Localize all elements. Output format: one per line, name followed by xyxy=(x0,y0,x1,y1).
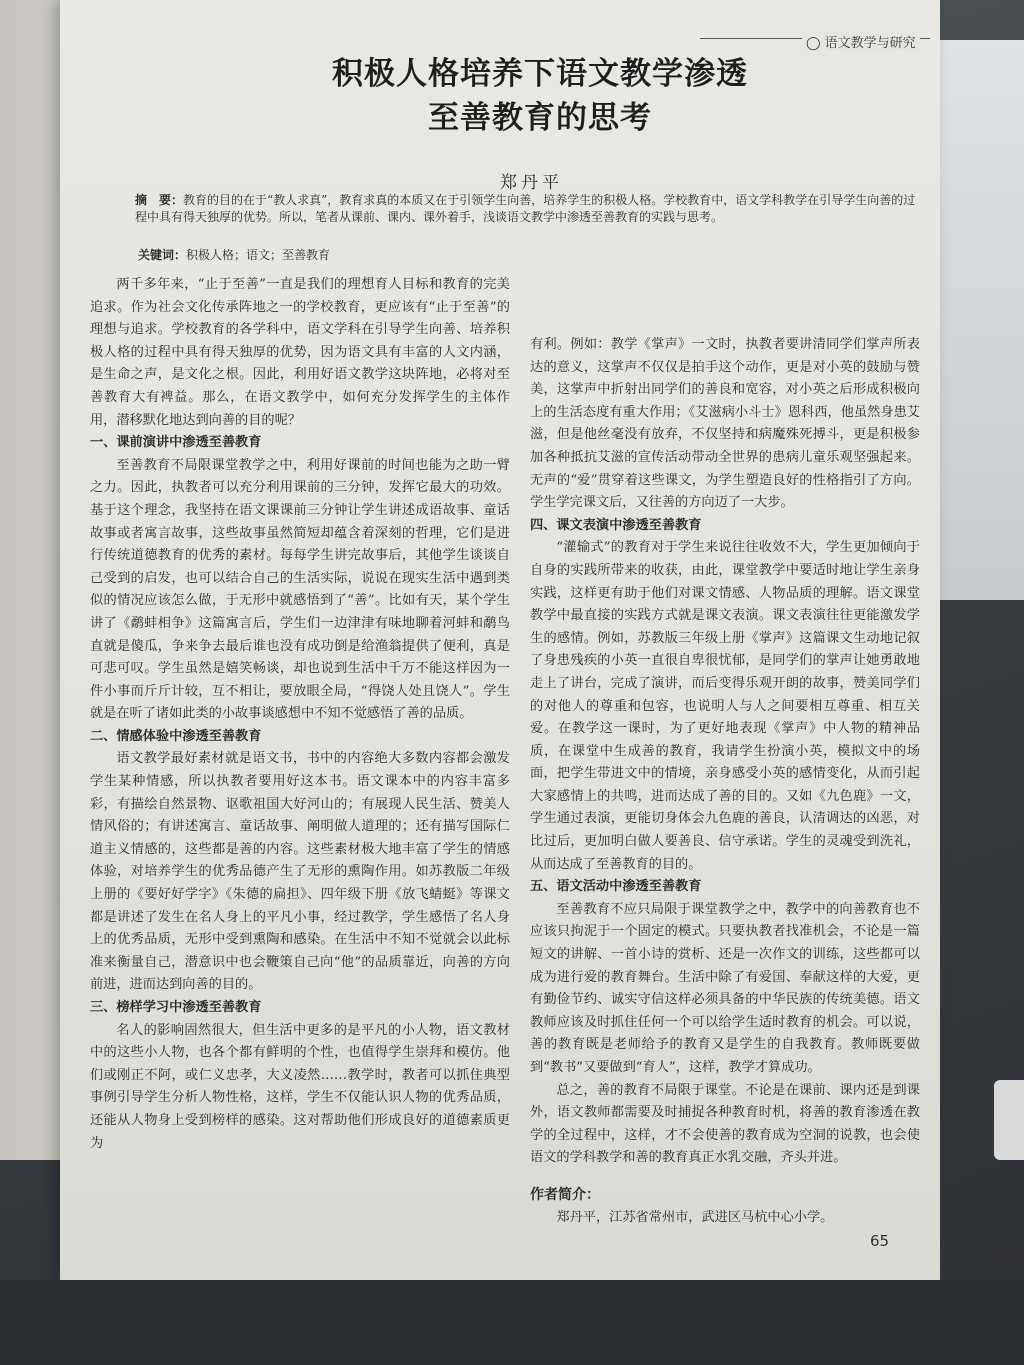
page-number: 65 xyxy=(870,1232,890,1250)
section-heading: 三、榜样学习中渗透至善教育 xyxy=(90,1000,262,1015)
title-line-1: 积极人格培养下语文教学渗透 xyxy=(332,56,748,92)
right-column xyxy=(530,334,920,1229)
author-bio-label: 作者简介： xyxy=(530,1186,600,1203)
section-heading: 二、情感体验中渗透至善教育 xyxy=(90,728,262,744)
left-column xyxy=(90,274,510,1155)
paragraph: 至善教育不应只局限于课堂教学之中，教学中的向善教育也不应该只拘泥于一个固定的模式。只要执教者找准机会，不论是一篇短文的讲解、一首小诗的赏析、还是一次作文的训练，这些都可以成为进行爱的教育舞台。生活中除了有爱国、奉献这样的大爱，更有勤俭节约、诚实守信这样必须具备的中华民族的传统美德。语文教师应该及时抓住任何一个可以给学生适时教育的机会。可以说，善的教育既是老师给予的教育又是学生的自我教育。教师既要做到“教书”又要做到“育人”，这样，教学才算成功。 xyxy=(530,901,920,1075)
keyboard-edge xyxy=(994,1080,1024,1160)
abstract-text: 教育的目的在于“教人求真”，教育求真的本质又在于引领学生向善，培养学生的积极人格。学校教育中，语文学科教学在引导学生向善的过程中具有得天独厚的优势。所以，笔者从课前、课内、课外着手，浅谈语文教学中渗透至善教育的实践与思考。 xyxy=(135,193,916,224)
abstract-label: 摘 要： xyxy=(135,193,184,207)
desk-bottom xyxy=(0,1280,1024,1365)
paragraph: 有利。例如：教学《掌声》一文时，执教者要讲清同学们掌声所表达的意义，这掌声不仅仅是拍手这个动作，更是对小英的鼓励与赞美，这掌声中折射出同学们的善良和宽容，对小英之后形成积极向上的生活态度有重大作用；《艾滋病小斗士》恩科西，他虽然身患艾滋，但是他丝毫没有放弃，不仅坚持和病魔殊死搏斗，更是积极参加各种抵抗艾滋的宣传活动带动全世界的患病儿童乐观坚强起来。无声的“爱”贯穿着这些课文，为学生塑造良好的性格指引了方向。学生学完课文后，又往善的方向迈了一大步。 xyxy=(530,337,920,511)
paragraph: “灌输式”的教育对于学生来说往往收效不大，学生更加倾向于自身的实践所带来的收获，由此，课堂教学中要适时地让学生亲身实践，这样更有助于他们对课文情感、人物品质的理解。语文课堂教学中最直接的实践方式就是课文表演。课文表演往往更能激发学生的感情。例如，苏教版三年级上册《掌声》这篇课文生动地记叙了身患残疾的小英一直很自卑很忧郁，是同学们的掌声让她勇敢地走上了讲台，完成了演讲，而后变得乐观开朗的故事，赞美同学们的对他人的尊重和包容，也说明人与人之间要相互尊重、相互关爱。在教学这一课时，为了更好地表现《掌声》中人物的精神品质，在课堂中生成善的教育，我请学生扮演小英，模拟文中的场面，把学生带进文中的情境，亲身感受小英的感情变化，从而引起大家感情上的共鸣，进而达成了善的目的。又如《九色鹿》一文，学生通过表演，更能切身体会九色鹿的善良，认清调达的凶恶，对比过后，更加明白做人要善良、信守承诺。学生的灵魂受到洗礼，从而达成了至善教育的目的。 xyxy=(530,540,920,872)
paragraph: 语文教学最好素材就是语文书，书中的内容绝大多数内容都会激发学生某种情感，所以执教者要用好这本书。语文课本中的内容丰富多彩，有描绘自然景物、讴歌祖国大好河山的；有展现人民生活、赞美人情风俗的；有讲述寓言、童话故事、阐明做人道理的；还有描写国际仁道主义情感的，这些都是善的内容。这些素材极大地丰富了学生的情感体验，对培养学生的优秀品德产生了无形的熏陶作用。如苏教版二年级上册的《要好好学字》《朱德的扁担》、四年级下册《放飞蜻蜓》等课文都是讲述了发生在名人身上的平凡小事，经过教学，学生感悟了名人身上的优秀品质，无形中受到熏陶和感染。在生活中不知不觉就会以此标准来衡量自己，潜意识中也会鞭策自己向“他”的品质靠近，向善的方向前进，进而达到向善的目的。 xyxy=(90,751,510,993)
keywords-label: 关键词： xyxy=(138,248,187,262)
keywords-text: 积极人格；语文；至善教育 xyxy=(186,248,331,262)
paragraph: 至善教育不局限课堂教学之中，利用好课前的时间也能为之助一臂之力。因此，执教者可以充分利用课前的三分钟，发挥它最大的功效。基于这个理念，我坚持在语文课课前三分钟让学生讲述成语故事、童话故事或者寓言故事，这些故事虽然简短却蕴含着深刻的哲理，它们是进行传统道德教育的优秀的素材。每每学生讲完故事后，其他学生谈谈自己受到的启发，也可以结合自己的生活实际，说说在现实生活中遇到类似的情况应该怎么做，于无形中就感悟到了“善”。比如有天，某个学生讲了《鹬蚌相争》这篇寓言后，学生们一边津津有味地聊着河蚌和鹬鸟直就是傻瓜，争来争去最后谁也没有成功倒是给渔翁提供了便利，真是可悲可叹。学生虽然是嬉笑畅谈，却也说到生活中千万不能这样因为一件小事而斤斤计较，互不相让，要放眼全局，“得饶人处且饶人”。学生就是在听了诸如此类的小故事谈感想中不知不觉感悟了善的品质。 xyxy=(90,457,510,722)
section-heading: 五、语文活动中渗透至善教育 xyxy=(530,879,702,895)
article-title xyxy=(250,52,830,140)
abstract xyxy=(135,192,925,226)
journal-page xyxy=(60,0,940,1280)
paragraph: 总之，善的教育不局限于课堂。不论是在课前、课内还是到课外，语文教师都需要及时捕捉各种教育时机，将善的教育渗透在教学的全过程中，这样，才不会使善的教育成为空洞的说教，也会使语文的学科教学和善的教育真正水乳交融，齐头并进。 xyxy=(530,1082,920,1166)
section-heading: 一、课前演讲中渗透至善教育 xyxy=(90,435,262,451)
paragraph: 名人的影响固然很大，但生活中更多的是平凡的小人物，语文教材中的这些小人物，也各个都有鲜明的个性，也值得学生崇拜和模仿。他们或刚正不阿，或仁义忠孝，大义凌然……教学时，教者可以抓住典型事例引导学生分析人物性格，这样，学生不仅能认识人物的优秀品质，还能从人物身上受到榜样的感染。这对帮助他们形成良好的道德素质更为 xyxy=(90,1022,510,1151)
section-label: ◯ 语文教学与研究 xyxy=(802,32,920,51)
author-bio-text: 郑丹平，江苏省常州市，武进区马杭中心小学。 xyxy=(556,1209,834,1225)
title-line-2: 至善教育的思考 xyxy=(428,100,652,136)
paragraph: 两千多年来，“止于至善”一直是我们的理想育人目标和教育的完美追求。作为社会文化传承阵地之一的学校教育，更应该有“止于至善”的理想与追求。学校教育的各学科中，语文学科在引导学生向善、培养积极人格的过程中具有得天独厚的优势，因为语文具有丰富的人文内涵，是生命之声，是文化之根。因此，利用好语文教学这块阵地，必将对至善教育大有裨益。那么，在语文教学中，如何充分发挥学生的主体作用，潜移默化地达到向善的目的呢？ xyxy=(90,277,510,428)
author-name: 郑丹平 xyxy=(500,173,563,193)
section-heading: 四、课文表演中渗透至善教育 xyxy=(530,517,702,533)
keywords xyxy=(138,246,330,263)
